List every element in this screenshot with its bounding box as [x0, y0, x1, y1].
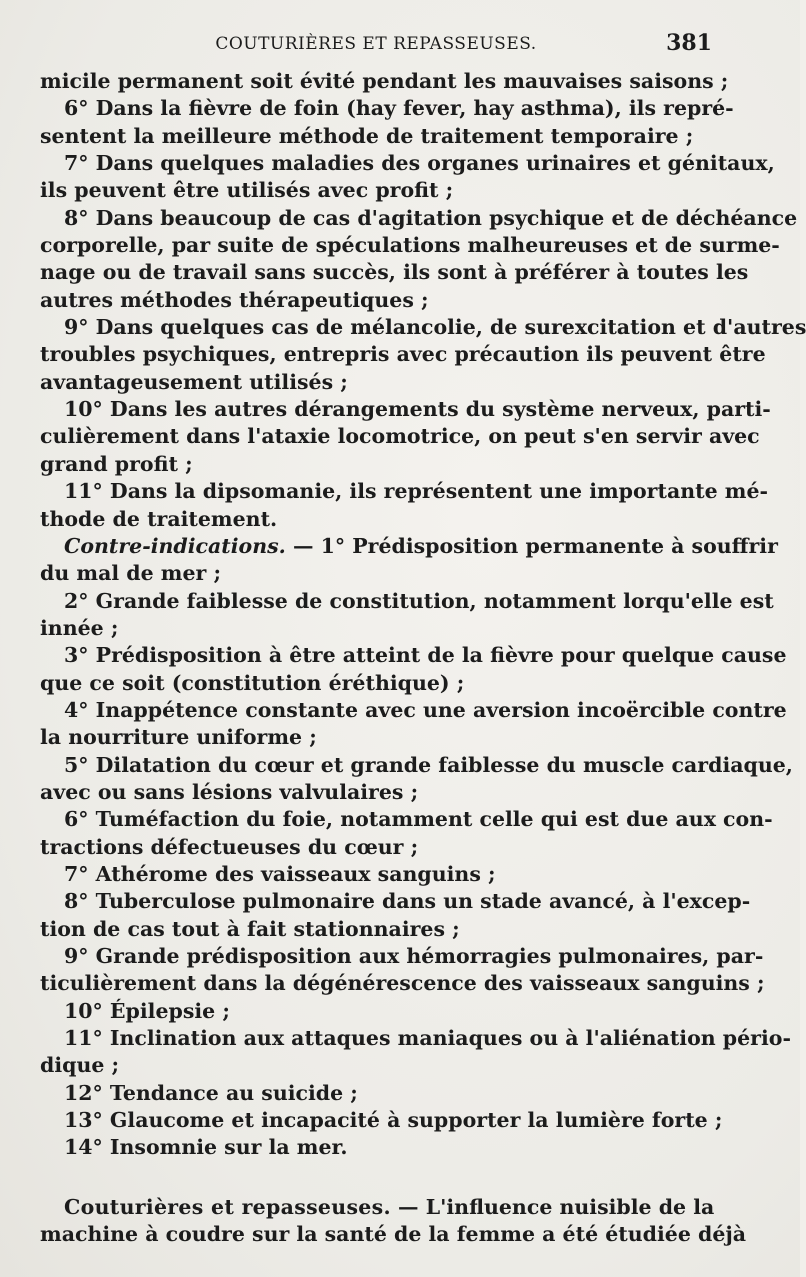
line-rest: — L'influence nuisible de la: [390, 1194, 715, 1219]
text-line: 11° Dans la dipsomanie, ils représentent une importante mé-: [64, 479, 769, 504]
text-line: 8° Tuberculose pulmonaire dans un stade avancé, à l'excep-: [64, 889, 751, 914]
running-title: COUTURIÈRES ET REPASSEUSES.: [215, 34, 537, 54]
line-lead: Contre-indications.: [64, 533, 286, 558]
text-line: 8° Dans beaucoup de cas d'agitation psychique et de déchéance: [64, 205, 798, 230]
text-line: innée ;: [40, 615, 119, 640]
text-line: grand profit ;: [40, 451, 193, 476]
text-line: 6° Tuméfaction du foie, notamment celle qui est due aux con-: [64, 807, 773, 832]
text-line: 7° Athérome des vaisseaux sanguins ;: [64, 861, 496, 886]
text-line: 14° Insomnie sur la mer.: [64, 1135, 348, 1160]
text-line: troubles psychiques, entrepris avec précaution ils peuvent être: [40, 342, 766, 367]
text-line: 10° Dans les autres dérangements du système nerveux, parti-: [64, 397, 771, 422]
line-rest: — 1° Prédisposition permanente à souffrir: [285, 533, 778, 558]
text-line: 12° Tendance au suicide ;: [64, 1080, 358, 1105]
text-line: sentent la meilleure méthode de traitement temporaire ;: [40, 123, 694, 148]
text-line: corporelle, par suite de spéculations malheureuses et de surme-: [40, 233, 780, 258]
text-line: 4° Inappétence constante avec une aversion incoërcible contre: [64, 697, 787, 722]
text-line: tractions défectueuses du cœur ;: [40, 834, 419, 859]
text-line: la nourriture uniforme ;: [40, 725, 317, 750]
text-line: 5° Dilatation du cœur et grande faiblesse du muscle cardiaque,: [64, 752, 793, 777]
text-line: 9° Grande prédisposition aux hémorragies pulmonaires, par-: [64, 944, 764, 968]
text-line: avec ou sans lésions valvulaires ;: [40, 779, 419, 804]
text-line: du mal de mer ;: [40, 561, 222, 586]
text-line: culièrement dans l'ataxie locomotrice, on peut s'en servir avec: [40, 424, 760, 449]
page-number: 381: [666, 30, 712, 56]
paragraph-gap: [40, 1162, 712, 1194]
text-line: ticulièrement dans la dégénérescence des vaisseaux sanguins ;: [40, 971, 765, 996]
text-line: thode de traitement.: [40, 506, 278, 531]
text-line: [40, 1194, 715, 1221]
text-line: micile permanent soit évité pendant les mauvaises saisons ;: [40, 69, 729, 93]
text-line: 2° Grande faiblesse de constitution, notamment lorqu'elle est: [64, 588, 774, 613]
text-line: 6° Dans la fièvre de foin (hay fever, hay asthma), ils repré-: [64, 96, 734, 121]
text-line: [40, 533, 778, 560]
text-line: 7° Dans quelques maladies des organes urinaires et génitaux,: [64, 151, 775, 176]
text-line: avantageusement utilisés ;: [40, 369, 348, 394]
text-line: 3° Prédisposition à être atteint de la fièvre pour quelque cause: [64, 643, 787, 668]
text-line: 11° Inclination aux attaques maniaques ou à l'aliénation pério-: [64, 1026, 791, 1051]
text-line: ils peuvent être utilisés avec profit ;: [40, 178, 454, 203]
text-line: dique ;: [40, 1053, 120, 1078]
line-lead: Couturières et repasseuses.: [64, 1194, 391, 1219]
text-line: machine à coudre sur la santé de la femme a été étudiée déjà: [40, 1222, 747, 1247]
body-text: [40, 68, 806, 1248]
text-line: 9° Dans quelques cas de mélancolie, de surexcitation et d'autres: [64, 315, 806, 340]
text-line: 10° Épilepsie ;: [64, 998, 230, 1023]
text-line: tion de cas tout à fait stationnaires ;: [40, 916, 460, 941]
text-line: que ce soit (constitution éréthique) ;: [40, 670, 465, 695]
text-line: autres méthodes thérapeutiques ;: [40, 287, 429, 312]
text-line: nage ou de travail sans succès, ils sont à préférer à toutes les: [40, 260, 749, 285]
page-header: [40, 30, 712, 60]
text-line: 13° Glaucome et incapacité à supporter la lumière forte ;: [64, 1108, 723, 1133]
